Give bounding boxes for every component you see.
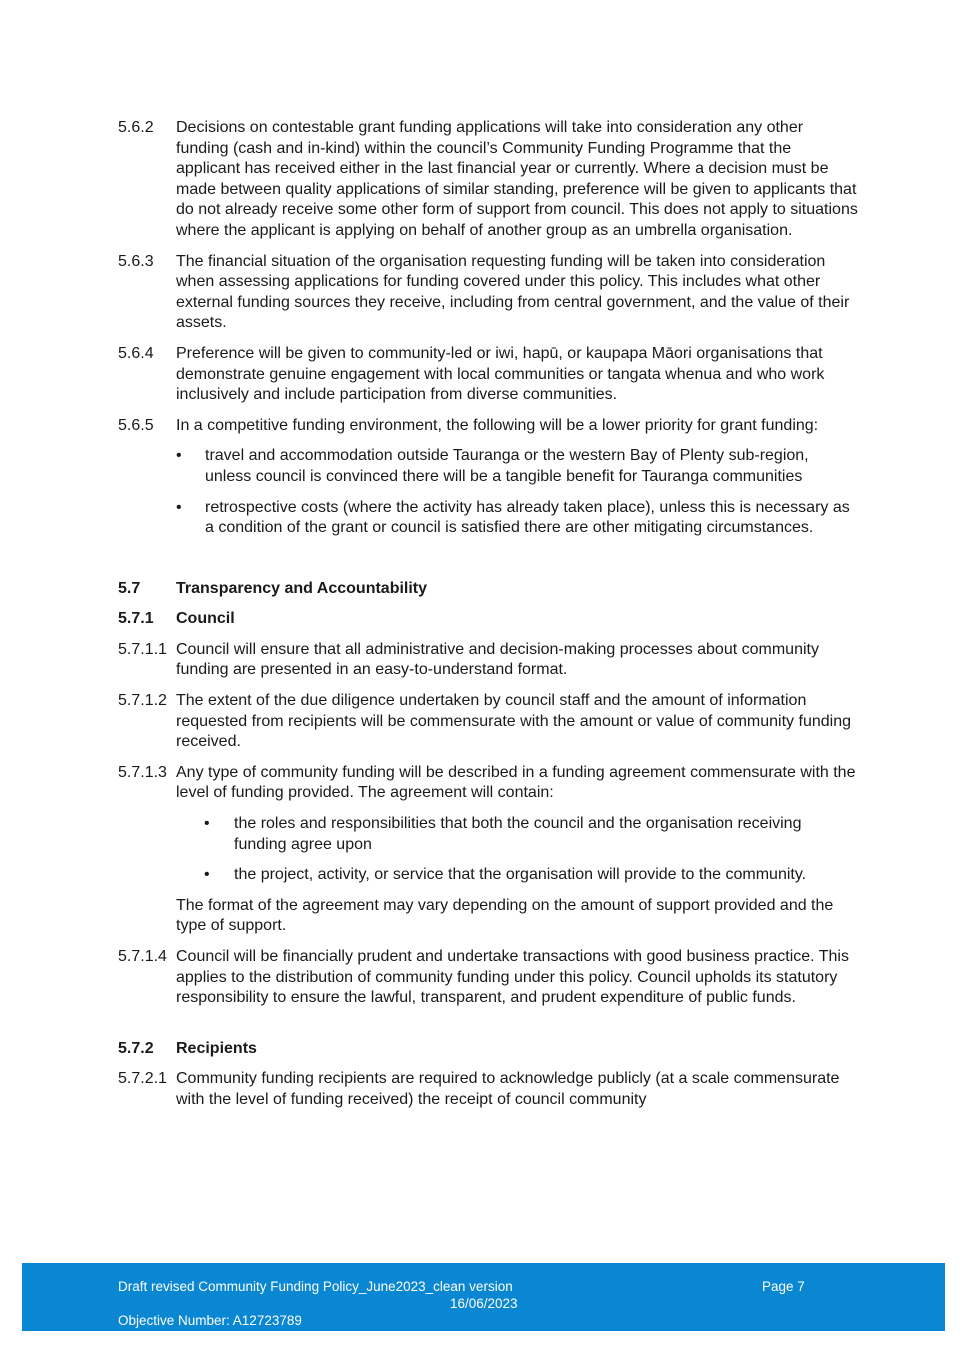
bullet-icon: •	[204, 815, 210, 833]
clause-5-7-1-4	[118, 947, 858, 1009]
clause-5-6-2	[118, 118, 858, 242]
clause-text: Any type of community funding will be described in a funding agreement commensurate with the level of funding provided. The agreement will contain:	[176, 763, 856, 802]
heading-title: Transparency and Accountability	[176, 579, 428, 597]
section-heading-5-7-2	[118, 1039, 858, 1060]
section-heading-5-7-1	[118, 609, 858, 630]
clause-number: 5.6.2	[118, 119, 154, 136]
clause-number: 5.7.1.1	[118, 640, 167, 658]
clause-text: In a competitive funding environment, the following will be a lower priority for grant funding:	[176, 416, 819, 434]
list-item	[176, 865, 858, 886]
clause-number: 5.7.1.2	[118, 692, 167, 710]
heading-title: Council	[176, 610, 235, 628]
bullet-list	[176, 446, 858, 538]
heading-number: 5.7.1	[118, 610, 154, 628]
clause-number: 5.7.1.3	[118, 763, 167, 781]
page-footer	[22, 1263, 945, 1331]
clause-number: 5.6.5	[118, 416, 154, 434]
section-heading-5-7	[118, 579, 858, 600]
list-item-text: the project, activity, or service that the organisation will provide to the community.	[234, 866, 807, 884]
footer-objective-number: Objective Number: A12723789	[118, 1313, 302, 1328]
footer-page-number: Page 7	[762, 1279, 805, 1294]
clause-text: Council will be financially prudent and undertake transactions with good business practice. This applies to the distribution of community funding under this policy. Council upholds its statutory responsibility to ensure the lawful, transparent, and prudent expenditure of public funds.	[176, 948, 849, 1007]
clause-number: 5.7.1.4	[118, 948, 167, 965]
clause-number: 5.6.4	[118, 344, 154, 362]
bullet-list	[176, 814, 858, 886]
clause-note: The format of the agreement may vary depending on the amount of support provided and the type of support.	[176, 896, 834, 935]
clause-5-6-5	[118, 416, 858, 549]
bullet-icon: •	[204, 866, 210, 884]
clause-text: The financial situation of the organisation requesting funding will be taken into consideration when assessing applications for funding covered under this policy. This includes what other external funding sources they receive, including from central government, and the value of their assets.	[176, 252, 850, 332]
heading-number: 5.7.2	[118, 1039, 154, 1057]
footer-document-title: Draft revised Community Funding Policy_June2023_clean version	[118, 1279, 513, 1294]
footer-date: 16/06/2023	[450, 1296, 518, 1311]
clause-5-7-1-1	[118, 640, 858, 681]
bullet-icon: •	[176, 447, 182, 465]
clause-text: The extent of the due diligence undertaken by council staff and the amount of information requested from recipients will be commensurate with the amount or value of community funding received.	[176, 692, 851, 751]
list-item-text: retrospective costs (where the activity has already taken place), unless this is necessary as a condition of the grant or council is satisfied there are other mitigating circumstances.	[205, 498, 850, 537]
list-item	[176, 814, 858, 855]
clause-5-7-1-3	[118, 763, 858, 937]
clause-number: 5.7.2.1	[118, 1070, 167, 1088]
list-item	[176, 498, 858, 539]
list-item-text: the roles and responsibilities that both the council and the organisation receiving funding agree upon	[234, 815, 802, 853]
list-item	[176, 446, 858, 487]
clause-number: 5.6.3	[118, 252, 154, 270]
clause-5-6-3	[118, 252, 858, 334]
document-body	[118, 118, 858, 1121]
clause-text: Preference will be given to community-led or iwi, hapū, or kaupapa Māori organisations that demonstrate genuine engagement with local communities or tangata whenua and who work inclusively and include participation from diverse communities.	[176, 344, 825, 404]
clause-text: Community funding recipients are required to acknowledge publicly (at a scale commensurate with the level of funding received) the receipt of council community	[176, 1070, 840, 1108]
clause-text: Council will ensure that all administrative and decision-making processes about community funding are presented in an easy-to-understand format.	[176, 640, 819, 679]
clause-5-7-1-2	[118, 691, 858, 753]
bullet-icon: •	[176, 498, 182, 516]
list-item-text: travel and accommodation outside Tauranga or the western Bay of Plenty sub-region, unless council is convinced there will be a tangible benefit for Tauranga communities	[205, 447, 809, 485]
heading-number: 5.7	[118, 579, 141, 597]
clause-5-7-2-1	[118, 1069, 858, 1110]
clause-text: Decisions on contestable grant funding applications will take into consideration any other funding (cash and in-kind) within the council’s Community Funding Programme that the applicant has received either in the last financial year or currently. Where a decision must be made between quality applications of similar standing, preference will be given to applicants that do not already receive some other form of support from council. This does not apply to situations where the applicant is applying on behalf of another group as an umbrella organisation.	[176, 119, 858, 239]
heading-title: Recipients	[176, 1039, 257, 1057]
clause-5-6-4	[118, 344, 858, 406]
